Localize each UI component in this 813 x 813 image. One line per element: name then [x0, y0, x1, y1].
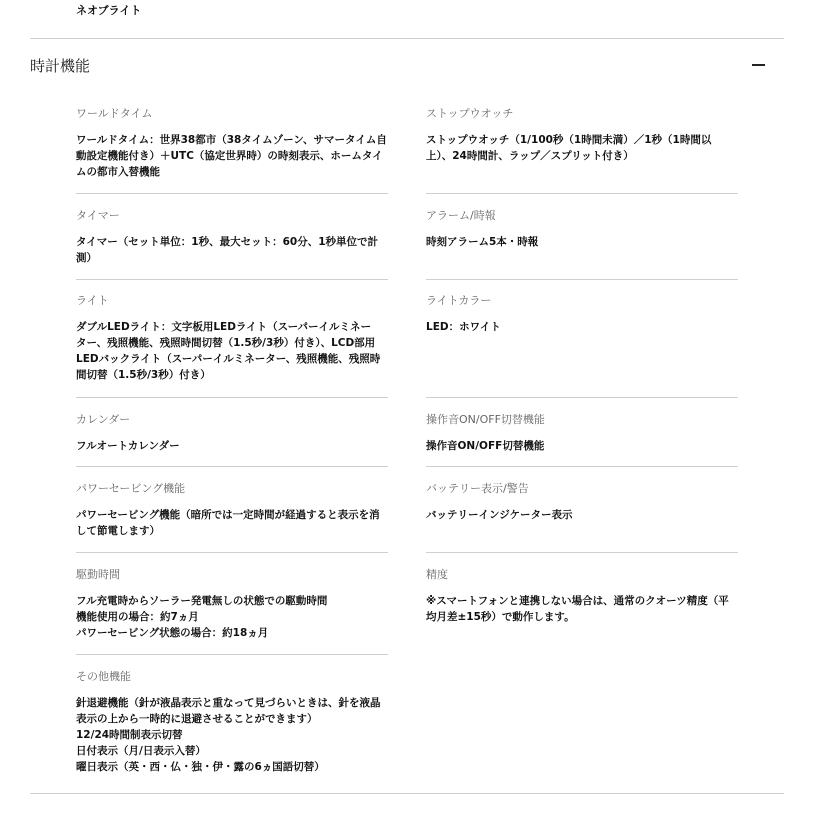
spec-label: 操作音ON/OFF切替機能	[426, 413, 545, 426]
spec-item-other-functions	[76, 670, 392, 775]
spec-item-timer	[76, 209, 392, 266]
spec-value-line: ター、残照機能、残照時間切替（1.5秒/3秒）付き）、LCD部用	[76, 337, 376, 349]
spec-value-line: タイマー（セット単位：1秒、最大セット：60分、1秒単位で計	[76, 236, 379, 248]
spec-item-sound-toggle	[426, 413, 742, 454]
item-divider	[76, 279, 388, 280]
spec-value-line: ※スマートフォンと連携しない場合は、通常のクオーツ精度（平	[426, 595, 729, 607]
spec-value-line: ワールドタイム：世界38都市（38タイムゾーン、サマータイム自	[76, 134, 387, 146]
spec-label: その他機能	[76, 670, 131, 683]
spec-label: カレンダー	[76, 413, 131, 426]
section-divider-bottom	[30, 793, 784, 794]
spec-label: ワールドタイム	[76, 107, 153, 120]
item-divider	[426, 552, 738, 553]
spec-item-calendar	[76, 413, 392, 454]
spec-value	[426, 507, 742, 523]
spec-value	[426, 438, 742, 454]
spec-value-line: 測）	[76, 252, 97, 264]
item-divider	[76, 654, 388, 655]
product-name-text: ネオブライト	[76, 4, 142, 17]
spec-value-line: LED：ホワイト	[426, 321, 501, 333]
spec-label: 精度	[426, 568, 448, 581]
item-divider	[426, 466, 738, 467]
spec-label: タイマー	[76, 209, 120, 222]
spec-value-line: 12/24時間制表示切替	[76, 729, 183, 741]
spec-value-line: パワーセービング状態の場合：約18ヵ月	[76, 627, 269, 639]
item-divider	[76, 193, 388, 194]
spec-item-stopwatch	[426, 107, 742, 164]
item-divider	[426, 397, 738, 398]
spec-value	[76, 507, 392, 539]
spec-value-line: 針退避機能（針が液晶表示と重なって見づらいときは、針を液晶	[76, 697, 381, 709]
item-divider	[426, 193, 738, 194]
spec-value-line: 機能使用の場合：約7ヵ月	[76, 611, 199, 623]
spec-label: ライトカラー	[426, 294, 492, 307]
item-divider	[76, 552, 388, 553]
spec-value-line: 上）、24時間計、ラップ／スプリット付き）	[426, 150, 634, 162]
spec-label: アラーム/時報	[426, 209, 496, 222]
spec-value-line: 曜日表示（英・西・仏・独・伊・露の6ヵ国語切替）	[76, 761, 325, 773]
collapse-button[interactable]	[750, 56, 768, 74]
spec-item-light	[76, 294, 392, 383]
spec-value	[76, 132, 392, 180]
spec-label: バッテリー表示/警告	[426, 482, 529, 495]
spec-item-operating-time	[76, 568, 392, 641]
spec-value	[76, 695, 392, 775]
spec-item-light-color	[426, 294, 742, 335]
spec-value-line: 表示の上から一時的に退避させることができます）	[76, 713, 318, 725]
spec-value-line: 操作音ON/OFF切替機能	[426, 440, 545, 452]
spec-value-line: フルオートカレンダー	[76, 440, 180, 452]
spec-value	[76, 319, 392, 383]
spec-value	[76, 593, 392, 641]
spec-item-accuracy	[426, 568, 742, 625]
spec-value-line: フル充電時からソーラー発電無しの状態での駆動時間	[76, 595, 328, 607]
spec-value-line: バッテリーインジケーター表示	[426, 509, 573, 521]
spec-item-power-saving	[76, 482, 392, 539]
spec-value-line: 均月差±15秒）で動作します。	[426, 611, 575, 623]
spec-value-line: ムの都市入替機能	[76, 166, 160, 178]
spec-item-world-time	[76, 107, 392, 180]
spec-value-line: 間切替（1.5秒/3秒）付き）	[76, 369, 211, 381]
section-title: 時計機能	[30, 57, 91, 75]
spec-value	[76, 438, 392, 454]
spec-value-line: ダブルLEDライト：文字板用LEDライト（スーパーイルミネー	[76, 321, 372, 333]
spec-label: ライト	[76, 294, 109, 307]
item-divider	[76, 466, 388, 467]
item-divider	[426, 279, 738, 280]
spec-value-line: 動設定機能付き）＋UTC（協定世界時）の時刻表示、ホームタイ	[76, 150, 383, 162]
spec-value-line: 日付表示（月/日表示入替）	[76, 745, 206, 757]
spec-value-line: パワーセービング機能（暗所では一定時間が経過すると表示を消	[76, 509, 380, 521]
spec-value-line: して節電します）	[76, 525, 160, 537]
section-divider-top	[30, 38, 784, 39]
spec-value	[426, 319, 742, 335]
spec-item-alarm	[426, 209, 742, 250]
spec-value	[426, 132, 742, 164]
spec-value-line: 時刻アラーム5本・時報	[426, 236, 539, 248]
spec-label: パワーセービング機能	[76, 482, 186, 495]
spec-value-line: ストップウオッチ（1/100秒（1時間未満）／1秒（1時間以	[426, 134, 712, 146]
spec-value	[426, 234, 742, 250]
spec-value-line: LEDバックライト（スーパーイルミネーター、残照機能、残照時	[76, 353, 381, 365]
spec-label: 駆動時間	[76, 568, 120, 581]
spec-value	[426, 593, 742, 625]
minus-icon	[752, 64, 765, 66]
spec-label: ストップウオッチ	[426, 107, 514, 120]
spec-item-battery	[426, 482, 742, 523]
item-divider	[76, 397, 388, 398]
spec-value	[76, 234, 392, 266]
